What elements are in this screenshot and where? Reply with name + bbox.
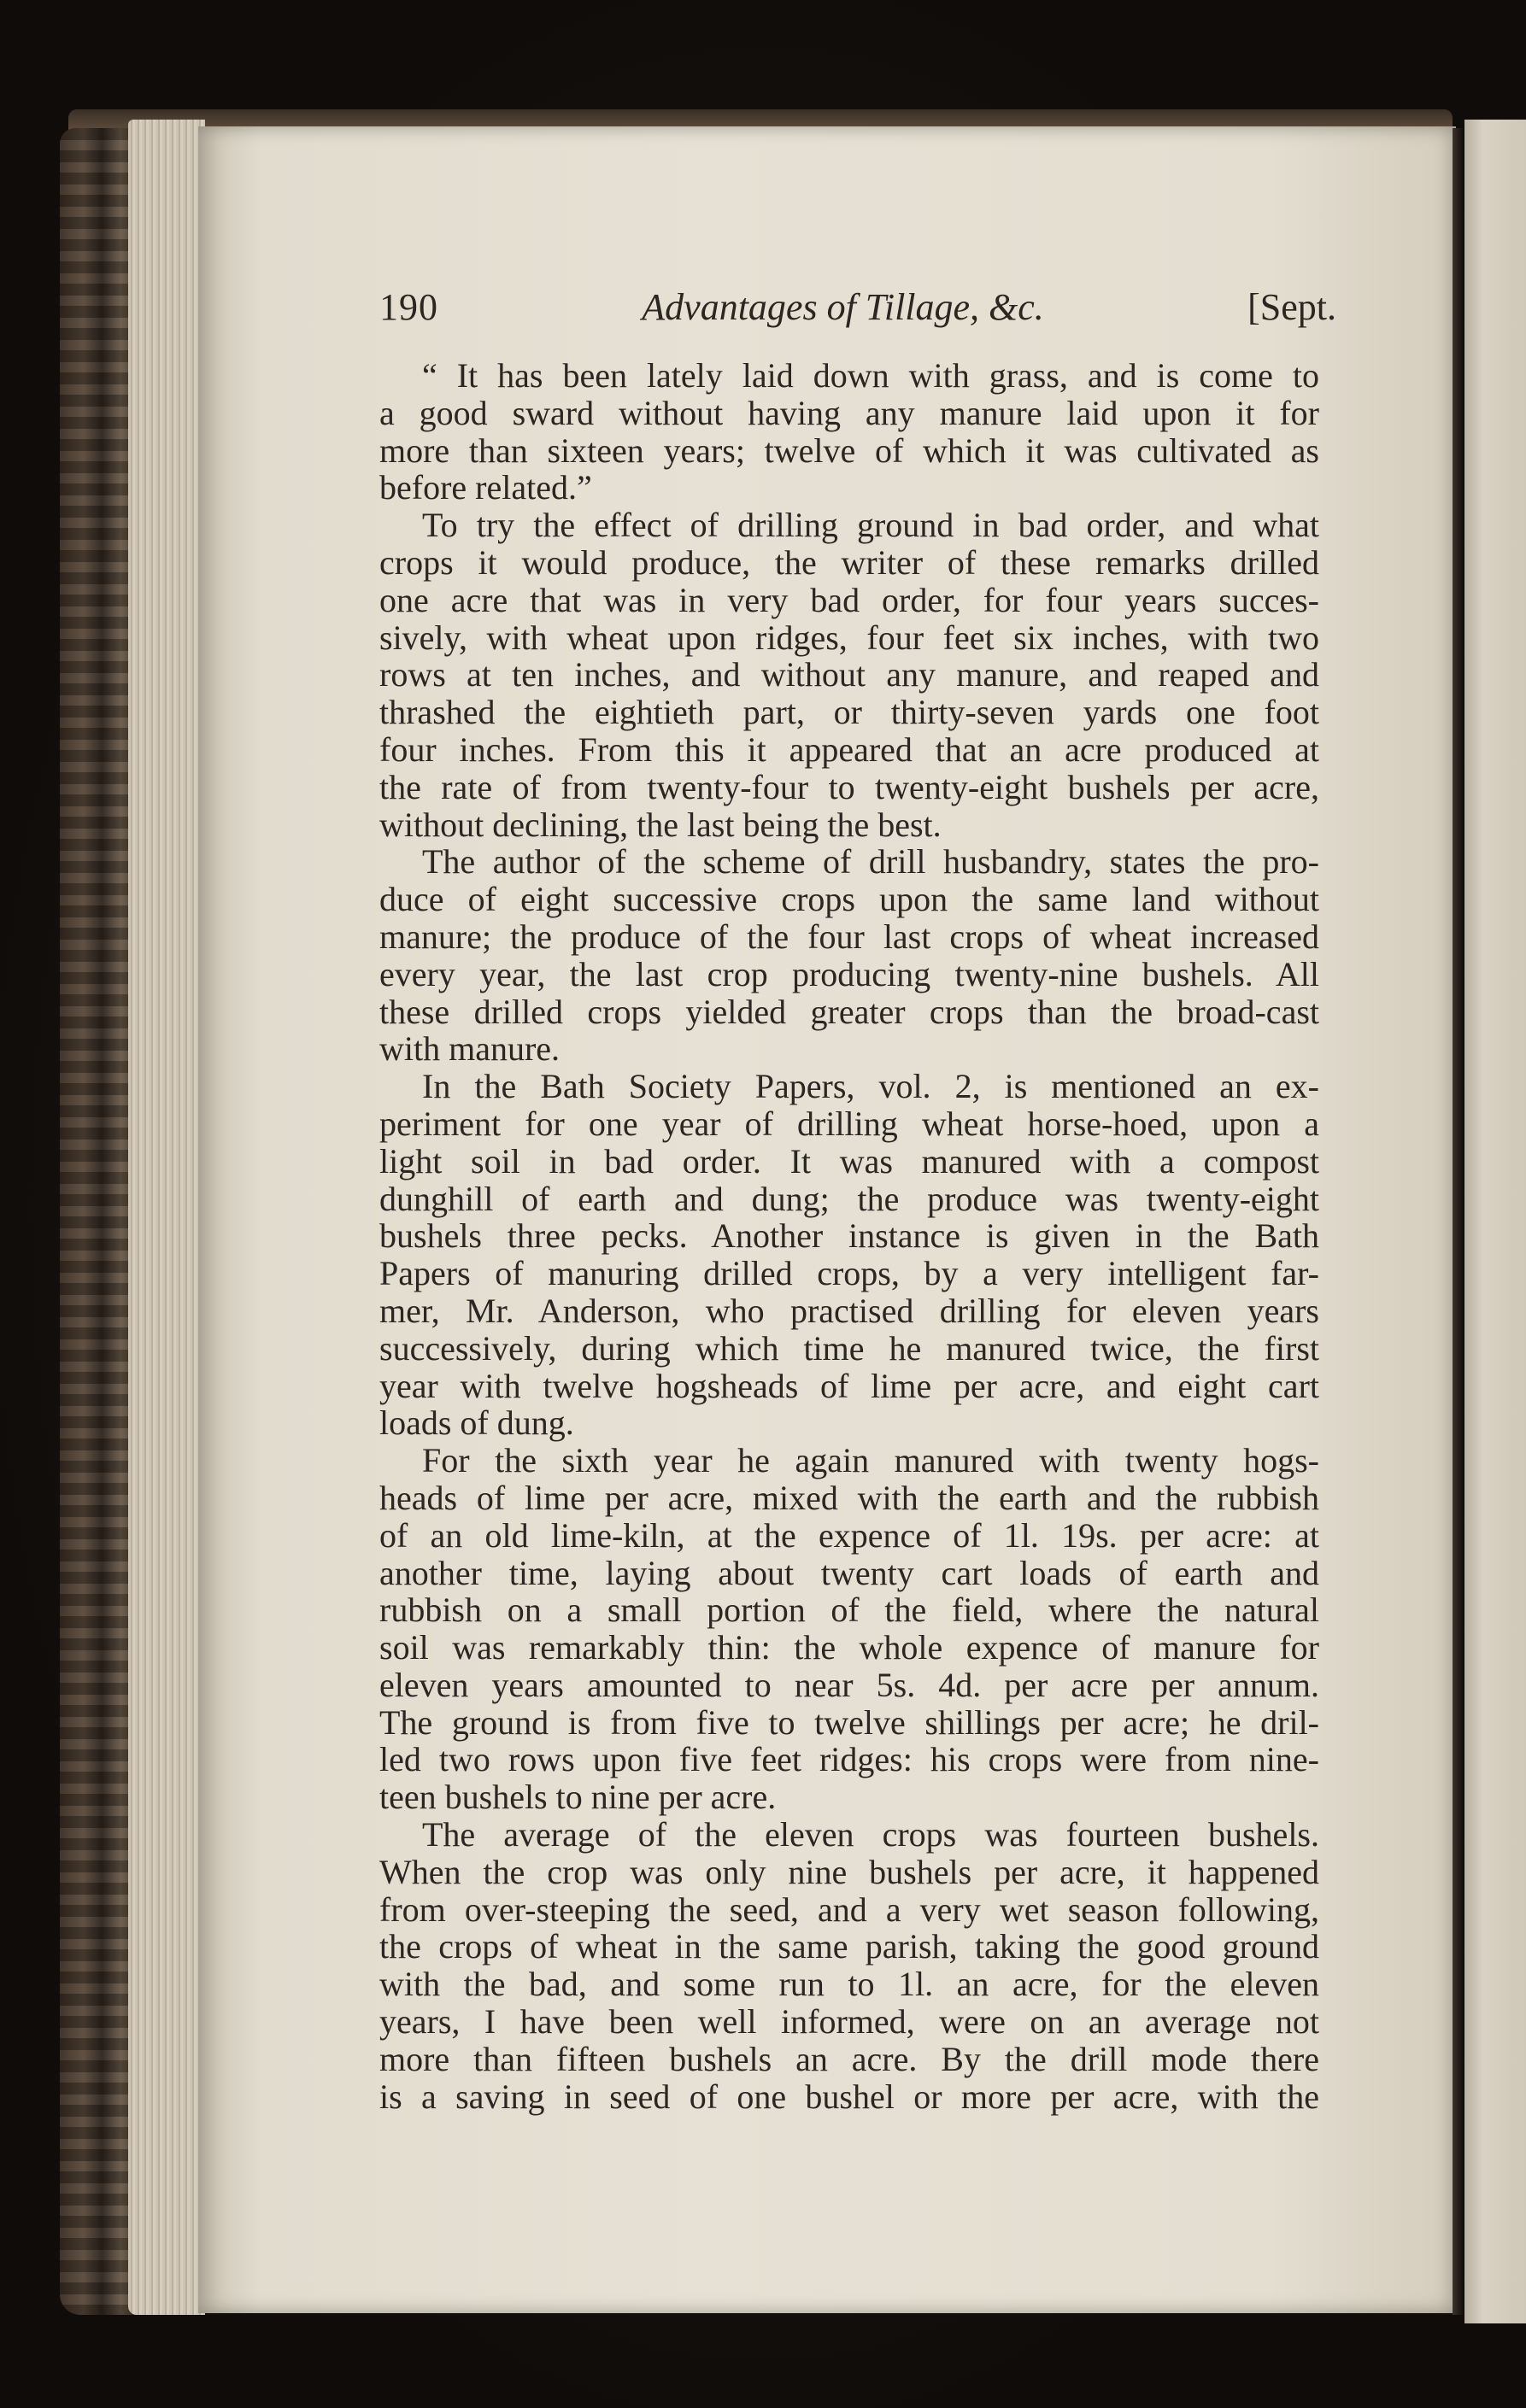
text-line: heads of lime per acre, mixed with the earth and the rubbish: [379, 1478, 1319, 1517]
text-line: is a saving in seed of one bushel or more per acre, with the: [379, 2077, 1319, 2116]
text-line: rubbish on a small portion of the field, where the natural: [379, 1591, 1319, 1630]
text-line: led two rows upon five feet ridges: his crops were from nine-: [379, 1740, 1319, 1779]
text-line: four inches. From this it appeared that an acre produced at: [379, 729, 1319, 769]
text-line: crops it would produce, the writer of these remarks drilled: [379, 542, 1319, 582]
text-line: In the Bath Society Papers, vol. 2, is mentioned an ex-: [422, 1067, 1319, 1106]
text-line: another time, laying about twenty cart loads of earth and: [379, 1553, 1319, 1592]
text-line: thrashed the eightieth part, or thirty-seven yards one foot: [379, 693, 1319, 732]
text-line: these drilled crops yielded greater crops than the broad-cast: [379, 992, 1319, 1031]
text-line: The average of the eleven crops was fourteen bushels.: [422, 1815, 1319, 1854]
text-line: soil was remarkably thin: the whole expence of manure for: [379, 1628, 1319, 1667]
text-line: year with twelve hogsheads of lime per acre, and eight cart: [379, 1366, 1319, 1405]
text-line: more than fifteen bushels an acre. By the drill mode there: [379, 2039, 1319, 2078]
text-line: teen bushels to nine per acre.: [379, 1778, 777, 1817]
text-line: every year, the last crop producing twenty-nine bushels. All: [379, 954, 1319, 993]
text-line: periment for one year of drilling wheat horse-hoed, upon a: [379, 1104, 1319, 1143]
page-stack-edge: [128, 120, 205, 2315]
running-head: [379, 282, 1336, 333]
text-line: with the bad, and some run to 1l. an acre, for the eleven: [379, 1965, 1319, 2004]
text-line: before related.”: [379, 468, 592, 507]
text-line: sively, with wheat upon ridges, four feet six inches, with two: [379, 618, 1319, 657]
text-line: bushels three pecks. Another instance is given in the Bath: [379, 1216, 1319, 1256]
text-line: The author of the scheme of drill husbandry, states the pro-: [422, 842, 1319, 882]
text-line: mer, Mr. Anderson, who practised drilling for eleven years: [379, 1291, 1319, 1330]
text-line: of an old lime-kiln, at the expence of 1l. 19s. per acre: at: [379, 1515, 1319, 1555]
text-line: The ground is from five to twelve shillings per acre; he dril-: [379, 1702, 1319, 1742]
section-marker: [Sept.: [1247, 286, 1336, 328]
text-line: Papers of manuring drilled crops, by a very intelligent far-: [379, 1254, 1319, 1293]
text-line: For the sixth year he again manured with twenty hogs-: [422, 1441, 1319, 1480]
text-line: without declining, the last being the best.: [379, 805, 942, 844]
running-title: Advantages of Tillage, &c.: [642, 286, 1044, 328]
text-line: successively, during which time he manured twice, the first: [379, 1328, 1319, 1368]
text-line: To try the effect of drilling ground in bad order, and what: [422, 506, 1319, 545]
text-line: the rate of from twenty-four to twenty-eight bushels per acre,: [379, 767, 1319, 806]
text-line: light soil in bad order. It was manured with a compost: [379, 1141, 1319, 1181]
text-line: loads of dung.: [379, 1403, 574, 1443]
body-text: [379, 357, 1319, 2115]
text-line: years, I have been well informed, were on an average not: [379, 2002, 1319, 2042]
facing-page-edge: [1464, 120, 1526, 2323]
text-line: with manure.: [379, 1029, 561, 1069]
book-gutter: [1453, 128, 1464, 2315]
text-line: more than sixteen years; twelve of which it was cultivated as: [379, 431, 1319, 470]
text-line: “ It has been lately laid down with grass, and is come to: [422, 356, 1319, 395]
page-text: [379, 282, 1336, 2116]
text-line: manure; the produce of the four last crops of wheat increased: [379, 917, 1319, 956]
text-line: a good sward without having any manure laid upon it for: [379, 393, 1319, 432]
text-line: When the crop was only nine bushels per acre, it happened: [379, 1852, 1319, 1891]
text-line: dunghill of earth and dung; the produce was twenty-eight: [379, 1179, 1319, 1218]
text-line: the crops of wheat in the same parish, taking the good ground: [379, 1927, 1319, 1966]
text-line: rows at ten inches, and without any manure, and reaped and: [379, 655, 1319, 694]
page-number: 190: [379, 286, 438, 328]
text-line: from over-steeping the seed, and a very wet season following,: [379, 1889, 1319, 1929]
text-line: duce of eight successive crops upon the same land without: [379, 880, 1319, 919]
text-line: eleven years amounted to near 5s. 4d. per acre per annum.: [379, 1665, 1319, 1704]
text-line: one acre that was in very bad order, for four years succes-: [379, 580, 1319, 619]
